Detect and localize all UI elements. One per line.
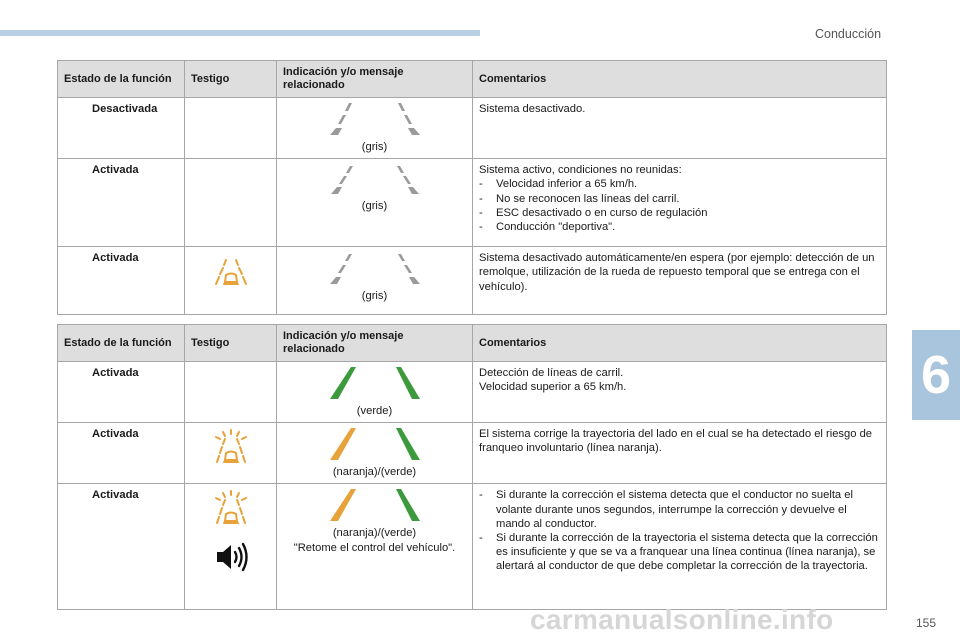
table-header-row: [58, 61, 887, 98]
indicator-label: (gris): [361, 290, 388, 303]
comment-text: Sistema desactivado automáticamente/en espera (por ejemplo: detección de un remolque, utilización de la rueda de repuesto temporal que se entrega con el vehículo).: [479, 252, 875, 293]
indicator-label: (verde): [356, 405, 393, 417]
top-accent-bar: [0, 30, 480, 36]
indicator-message: "Retome el control del vehículo".: [293, 541, 456, 554]
table-row: [58, 159, 887, 247]
header-testigo: Testigo: [185, 325, 277, 362]
table-row: [58, 98, 887, 159]
list-item: - Conducción "deportiva".: [479, 220, 880, 234]
header-indicacion: Indicación y/o mensaje relacionado: [277, 61, 473, 98]
comment-cell: [473, 247, 887, 315]
header-comentarios: Comentarios: [473, 61, 887, 98]
indicator-cell: [277, 247, 473, 315]
indicator-label: (naranja)/(verde): [332, 527, 417, 540]
lane-lines-green-icon: [320, 366, 430, 400]
state-label: Activada: [92, 489, 139, 502]
lane-lines-orange-green-icon: [320, 427, 430, 461]
lane-lines-grey-dashed-icon: [320, 165, 430, 195]
comment-line: Detección de líneas de carril.: [479, 367, 624, 379]
lane-warning-lamp-icon: [211, 429, 251, 465]
comment-bullet-list: [479, 177, 880, 234]
lane-lines-grey-dashed-icon: [320, 102, 430, 136]
list-item: - Si durante la corrección el sistema detecta que el conductor no suelta el volante durante unos segundos, interrumpe la corrección y devuelve el mando al conductor.: [479, 488, 880, 531]
state-label: Desactivada: [92, 103, 158, 115]
table-row: [58, 484, 887, 610]
state-label: Activada: [92, 164, 139, 177]
comment-intro: Sistema activo, condiciones no reunidas:: [479, 164, 682, 177]
table-row: [58, 423, 887, 484]
state-label: Activada: [92, 367, 139, 379]
comment-cell: [473, 159, 887, 247]
comment-cell: [473, 362, 887, 423]
warning-lamp-cell: [185, 484, 277, 610]
indicator-label: (naranja)/(verde): [332, 466, 417, 479]
warning-lamp-cell: [185, 362, 277, 423]
header-comentarios: Comentarios: [473, 325, 887, 362]
warning-lamp-cell: [185, 247, 277, 315]
page-number: 155: [916, 616, 937, 630]
comment-cell: [473, 484, 887, 610]
speaker-sound-icon: [214, 542, 248, 572]
indicator-label: (gris): [361, 141, 388, 153]
comment-bullet-list: [479, 488, 880, 573]
header-estado: Estado de la función: [58, 325, 185, 362]
lane-lines-grey-dashed-icon: [320, 253, 430, 285]
list-item: - Velocidad inferior a 65 km/h.: [479, 177, 880, 191]
warning-lamp-cell: [185, 423, 277, 484]
chapter-number: 6: [920, 345, 952, 405]
header-estado: Estado de la función: [58, 61, 185, 98]
indicator-cell: [277, 423, 473, 484]
status-table-2: [57, 324, 887, 610]
comment-text: Sistema desactivado.: [479, 103, 586, 115]
comment-line: Velocidad superior a 65 km/h.: [479, 381, 627, 394]
table-header-row: [58, 325, 887, 362]
comment-cell: [473, 98, 887, 159]
chapter-tab: [912, 330, 960, 420]
lane-warning-lamp-icon: [214, 257, 248, 287]
list-item: - ESC desactivado o en curso de regulación: [479, 206, 880, 220]
indicator-cell: [277, 98, 473, 159]
warning-lamp-cell: [185, 159, 277, 247]
section-title: Conducción: [815, 27, 882, 41]
warning-lamp-cell: [185, 98, 277, 159]
table-row: [58, 362, 887, 423]
status-table-1: [57, 60, 887, 315]
indicator-cell: [277, 159, 473, 247]
lane-lines-orange-green-icon: [320, 488, 430, 522]
state-label: Activada: [92, 252, 139, 265]
indicator-cell: [277, 484, 473, 610]
lane-warning-lamp-icon: [211, 490, 251, 526]
indicator-label: (gris): [361, 200, 388, 213]
watermark: carmanualsonline.info: [530, 604, 834, 635]
header-testigo: Testigo: [185, 61, 277, 98]
table-row: [58, 247, 887, 315]
header-indicacion: Indicación y/o mensaje relacionado: [277, 325, 473, 362]
comment-text: El sistema corrige la trayectoria del lado en el cual se ha detectado el riesgo de franqueo involuntario (línea naranja).: [479, 428, 873, 455]
list-item: - Si durante la corrección de la trayectoria el sistema detecta que la corrección es insuficiente y que se va a franquear una línea continua (línea naranja), se alertará al conductor de que debe completar la corrección de la trayectoria.: [479, 531, 880, 574]
comment-cell: [473, 423, 887, 484]
state-label: Activada: [92, 428, 139, 441]
indicator-cell: [277, 362, 473, 423]
list-item: - No se reconocen las líneas del carril.: [479, 192, 880, 206]
